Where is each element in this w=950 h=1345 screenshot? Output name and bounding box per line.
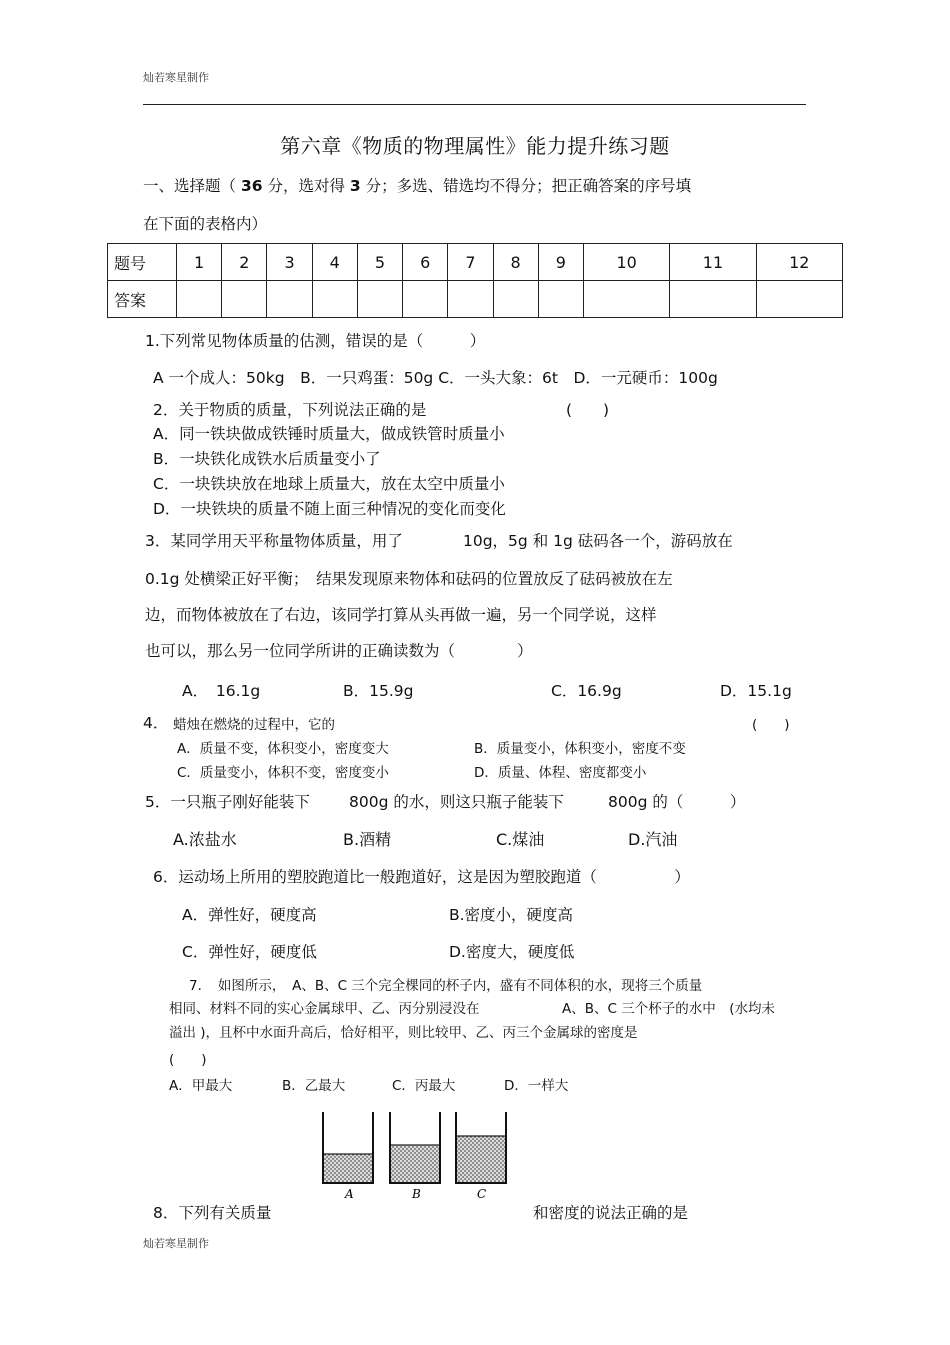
table-cell-number: 6: [403, 244, 448, 281]
q6-option-b: B.密度小，硬度高: [449, 906, 574, 924]
intro-each-points: 3: [349, 177, 361, 195]
row-label-answer: 答案: [108, 281, 177, 318]
cup-c: [456, 1112, 506, 1183]
q2-option-a: A．同一铁块做成铁锤时质量大，做成铁管时质量小: [153, 425, 505, 443]
table-row-answers: [108, 281, 843, 318]
answer-cell[interactable]: [493, 281, 538, 318]
q3-line1b: 10g，5g 和 1g 砝码各一个，游码放在: [463, 532, 733, 550]
q4-option-a: A．质量不变，体积变小，密度变大: [177, 741, 389, 757]
table-cell-number: 2: [222, 244, 267, 281]
header-rule: [143, 104, 806, 105]
table-cell-number: 8: [493, 244, 538, 281]
q7-option-c: C．丙最大: [392, 1078, 456, 1094]
q5-option-c: C.煤油: [496, 830, 545, 849]
answer-cell[interactable]: [538, 281, 583, 318]
answer-table: [107, 243, 843, 318]
q2-option-d: D．一块铁块的质量不随上面三种情况的变化而变化: [153, 500, 506, 518]
table-cell-number: 3: [267, 244, 312, 281]
q7-line2b: A、B、C 三个杯子的水中 (水均未: [562, 1001, 775, 1017]
answer-cell[interactable]: [357, 281, 402, 318]
table-cell-number: 7: [448, 244, 493, 281]
cup-label-c: C: [477, 1187, 487, 1201]
q5-option-d: D.汽油: [628, 830, 678, 849]
cups-figure: [318, 1108, 514, 1204]
q7-line1: 7． 如图所示， A、B、C 三个完全棵同的杯子内，盛有不同体积的水，现将三个质量: [189, 978, 703, 994]
q2-option-b: B．一块铁化成铁水后质量变小了: [153, 450, 381, 468]
answer-cell[interactable]: [403, 281, 448, 318]
q4-option-b: B．质量变小，体积变小，密度不变: [474, 741, 686, 757]
q4-stem: 蜡烛在燃烧的过程中，它的: [173, 717, 335, 733]
answer-cell[interactable]: [756, 281, 842, 318]
q7-option-b: B．乙最大: [282, 1078, 346, 1094]
q4-option-d: D．质量、体程、密度都变小: [474, 765, 647, 781]
page-header: 灿若寒星制作: [143, 71, 209, 84]
q3-option-d: D．15.1g: [720, 682, 792, 700]
answer-cell[interactable]: [222, 281, 267, 318]
q1-options: A 一个成人：50kg B．一只鸡蛋：50g C．一头大象：6t D．一元硬币：100g: [153, 369, 718, 387]
q3-option-b: B．15.9g: [343, 682, 414, 700]
answer-cell[interactable]: [177, 281, 222, 318]
table-cell-number: 5: [357, 244, 402, 281]
cup-b: [390, 1112, 440, 1183]
q6-option-c: C．弹性好，硬度低: [182, 943, 317, 961]
table-cell-number: 1: [177, 244, 222, 281]
q3-line4: 也可以，那么另一位同学所讲的正确读数为（ ）: [145, 642, 533, 660]
intro-points: 36: [240, 177, 263, 195]
page-footer: 灿若寒星制作: [143, 1237, 209, 1250]
q2-paren: ( ): [566, 401, 610, 419]
table-row-numbers: [108, 244, 843, 281]
q7-option-a: A．甲最大: [169, 1078, 233, 1094]
q3-option-c: C．16.9g: [551, 682, 622, 700]
q5-line1b: 800g 的水，则这只瓶子能装下: [349, 793, 564, 811]
answer-cell[interactable]: [312, 281, 357, 318]
intro-text-b: 分，选对得: [267, 177, 345, 195]
cup-label-a: A: [345, 1187, 354, 1201]
q5-line1a: 5．一只瓶子刚好能装下: [145, 793, 310, 811]
q7-line3: 溢出 )，且杯中水面升高后，恰好相平，则比较甲、乙、丙三个金属球的密度是: [169, 1025, 638, 1041]
q1-stem: 1.下列常见物体质量的估测，错误的是（ ）: [145, 332, 486, 350]
q7-line4: ( ): [169, 1052, 207, 1068]
answer-cell[interactable]: [670, 281, 756, 318]
row-label-number: 题号: [108, 244, 177, 281]
answer-cell[interactable]: [448, 281, 493, 318]
q6-stem: 6．运动场上所用的塑胶跑道比一般跑道好，这是因为塑胶跑道（ ）: [153, 868, 690, 886]
q2-stem: 2．关于物质的质量，下列说法正确的是: [153, 401, 427, 419]
q2-option-c: C．一块铁块放在地球上质量大，放在太空中质量小: [153, 475, 505, 493]
answer-cell[interactable]: [583, 281, 669, 318]
cup-a: [323, 1112, 373, 1183]
q8-line1a: 8．下列有关质量: [153, 1204, 272, 1222]
q3-line2: 0.1g 处横梁正好平衡； 结果发现原来物体和砝码的位置放反了砝码被放在左: [145, 570, 673, 588]
section-intro-line1: [143, 174, 691, 196]
q6-option-d: D.密度大，硬度低: [449, 943, 575, 961]
answer-cell[interactable]: [267, 281, 312, 318]
q4-number: 4．: [143, 714, 169, 732]
cup-label-b: B: [412, 1187, 421, 1201]
q5-option-b: B.酒精: [343, 830, 392, 849]
q5-option-a: A.浓盐水: [173, 830, 237, 849]
section-intro-line2: 在下面的表格内）: [143, 215, 268, 233]
q4-paren: ( ): [752, 717, 790, 733]
q6-option-a: A．弹性好，硬度高: [182, 906, 317, 924]
q3-line3: 边，而物体被放在了右边，该同学打算从头再做一遍，另一个同学说，这样: [145, 606, 657, 624]
table-cell-number: 10: [583, 244, 669, 281]
q7-option-d: D．一样大: [504, 1078, 569, 1094]
q3-option-a: A． 16.1g: [182, 682, 261, 700]
intro-text-c: 分；多选、错选均不得分；把正确答案的序号填: [365, 177, 692, 195]
table-cell-number: 9: [538, 244, 583, 281]
q5-line1c: 800g 的（ ）: [608, 793, 746, 811]
table-cell-number: 4: [312, 244, 357, 281]
table-cell-number: 12: [756, 244, 842, 281]
q3-line1a: 3．某同学用天平称量物体质量，用了: [145, 532, 403, 550]
table-cell-number: 11: [670, 244, 756, 281]
q8-line1b: 和密度的说法正确的是: [533, 1204, 689, 1222]
q4-option-c: C．质量变小，体积不变，密度变小: [177, 765, 389, 781]
intro-text-a: 一、选择题（: [143, 177, 237, 195]
q7-line2a: 相同、材料不同的实心金属球甲、乙、丙分别浸没在: [169, 1001, 480, 1017]
page-title: 第六章《物质的物理属性》能力提升练习题: [280, 134, 670, 158]
